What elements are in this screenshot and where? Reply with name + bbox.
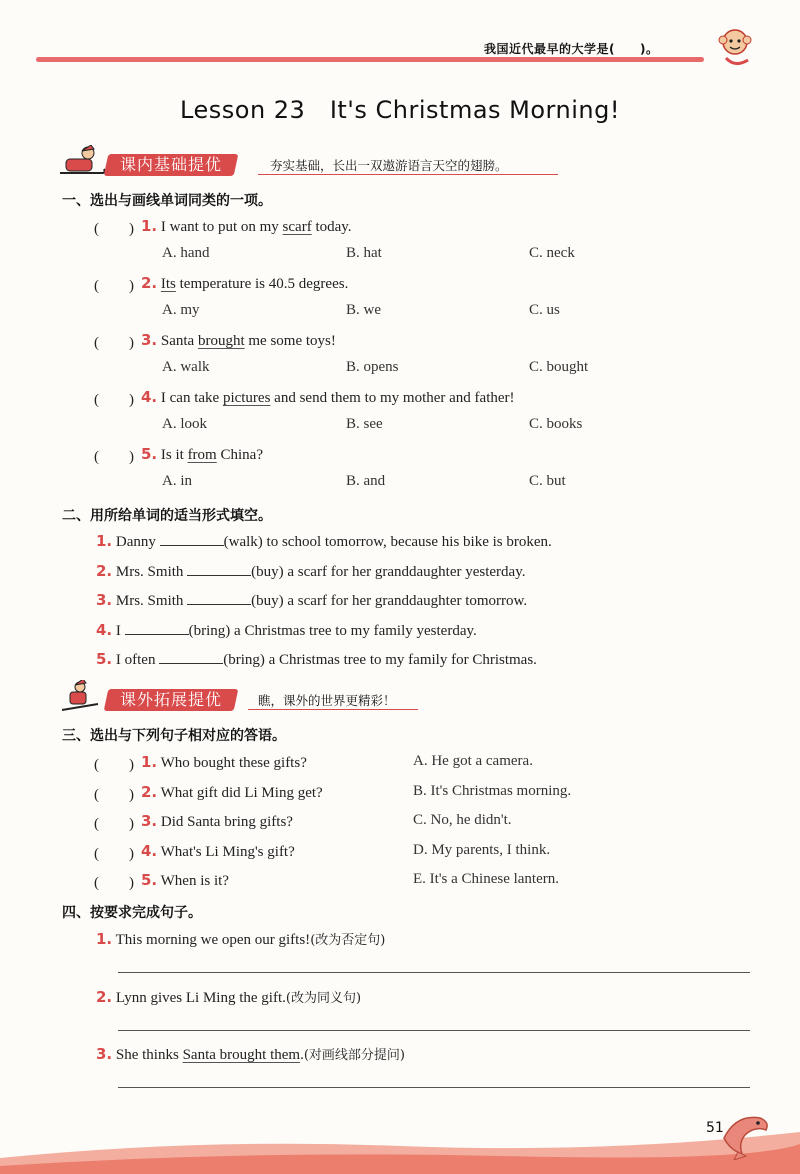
question-text: me some toys!: [244, 333, 336, 349]
question-text: Did Santa bring gifts?: [160, 814, 293, 830]
header-rule: [36, 57, 704, 62]
question-number: 1.: [141, 217, 158, 235]
question-number: 5.: [141, 871, 158, 889]
question-number: 3.: [96, 591, 113, 609]
underlined-word: Its: [160, 276, 176, 292]
instruction-hint: (对画线部分提问): [303, 1048, 405, 1063]
answer-blank[interactable]: [125, 622, 189, 635]
fill-blank-row: [96, 621, 477, 640]
underlined-word: scarf: [282, 219, 312, 235]
option-b: B. and: [346, 473, 386, 489]
answer-paren[interactable]: ( ): [94, 816, 134, 832]
question-text: (buy) a scarf for her granddaughter yesterday.: [251, 563, 526, 580]
question-text: (buy) a scarf for her granddaughter tomorrow.: [251, 593, 528, 609]
rewrite-row: [96, 1044, 405, 1064]
question-text: and send them to my mother and father!: [270, 390, 515, 406]
section-label-extend: 课外拓展提优: [104, 689, 239, 711]
question-number: 2.: [96, 987, 113, 1006]
option-c: C. but: [529, 473, 566, 489]
fill-blank-row: [96, 532, 552, 551]
question-text: She thinks: [115, 1047, 183, 1063]
slogan-underline: [248, 709, 418, 710]
underlined-word: brought: [197, 333, 245, 349]
page-number: 51: [706, 1120, 724, 1136]
answer-blank[interactable]: [187, 563, 251, 576]
answer-paren[interactable]: ( ): [94, 392, 134, 408]
answer-blank[interactable]: [159, 651, 223, 664]
instruction-hint: (改为否定句): [310, 933, 386, 948]
option-c: C. bought: [529, 359, 589, 375]
part4-heading: 四、按要求完成句子。: [62, 905, 202, 921]
footer-wave: [0, 1128, 800, 1174]
answer-paren[interactable]: ( ): [94, 278, 134, 294]
part2-heading: 二、用所给单词的适当形式填空。: [62, 508, 272, 524]
santa-sleigh-icon: [58, 145, 108, 179]
option-b: B. we: [346, 302, 381, 318]
question-text: Mrs. Smith: [115, 563, 188, 580]
question-number: 5.: [141, 445, 158, 463]
question-row: [141, 217, 352, 236]
question-number: 2.: [96, 561, 113, 580]
question-text: China?: [216, 447, 263, 463]
option-a: A. look: [162, 416, 207, 432]
answer-line[interactable]: [118, 1087, 750, 1088]
question-row: [141, 274, 348, 293]
question-text: today.: [311, 219, 352, 235]
question-text: Mrs. Smith: [115, 593, 188, 609]
question-text: This morning we open our gifts!: [115, 932, 311, 948]
question-text: When is it?: [160, 873, 229, 889]
option-b: B. see: [346, 416, 383, 432]
answer-option: E. It's a Chinese lantern.: [413, 871, 559, 887]
rewrite-row: [96, 929, 385, 949]
answer-option: D. My parents, I think.: [413, 841, 551, 858]
question-text: (bring) a Christmas tree to my family for Christmas.: [223, 652, 537, 668]
answer-option: C. No, he didn't.: [413, 812, 512, 828]
answer-paren[interactable]: ( ): [94, 786, 134, 803]
question-text: Lynn gives Li Ming the gift.: [115, 989, 286, 1006]
option-c: C. neck: [529, 245, 575, 261]
question-text: Is it: [160, 447, 188, 463]
question-row: [141, 445, 263, 464]
question-number: 4.: [141, 841, 158, 860]
answer-paren[interactable]: ( ): [94, 335, 134, 351]
section-slogan-basic: 夯实基础，长出一双遨游语言天空的翅膀。: [270, 158, 508, 173]
slogan-underline: [258, 174, 558, 175]
question-row: [141, 753, 307, 772]
question-row: [141, 812, 293, 831]
santa-skiing-icon: [58, 680, 108, 714]
dolphin-icon: [716, 1108, 774, 1160]
question-text: What gift did Li Ming get?: [160, 784, 323, 801]
answer-paren[interactable]: ( ): [94, 449, 134, 465]
question-row: [141, 388, 515, 407]
question-number: 1.: [141, 753, 158, 771]
answer-option: A. He got a camera.: [413, 753, 533, 769]
question-number: 4.: [141, 388, 158, 406]
underlined-word: pictures: [222, 390, 271, 406]
question-number: 2.: [141, 274, 158, 292]
option-a: A. hand: [162, 245, 210, 261]
answer-line[interactable]: [118, 1030, 750, 1031]
section-banner-extend: [58, 686, 428, 714]
fill-blank-row: [96, 591, 527, 610]
answer-line[interactable]: [118, 972, 750, 973]
question-row: [141, 331, 336, 350]
section-label-basic: 课内基础提优: [104, 154, 239, 176]
trivia-question: 我国近代最早的大学是( )。: [484, 42, 659, 56]
question-text: .: [300, 1047, 304, 1063]
rewrite-row: [96, 987, 361, 1007]
instruction-hint: (改为同义句): [285, 990, 362, 1006]
question-text: Santa: [160, 333, 198, 349]
option-a: A. in: [162, 473, 192, 489]
question-number: 2.: [141, 782, 158, 801]
question-number: 4.: [96, 620, 113, 639]
question-text: (walk) to school tomorrow, because his bike is broken.: [223, 534, 552, 550]
question-text: temperature is 40.5 degrees.: [175, 276, 349, 292]
answer-paren[interactable]: ( ): [94, 221, 134, 237]
answer-option: B. It's Christmas morning.: [413, 782, 572, 799]
option-c: C. books: [529, 416, 583, 432]
underlined-word: from: [187, 447, 217, 463]
question-number: 3.: [141, 331, 158, 349]
part3-heading: 三、选出与下列句子相对应的答语。: [62, 728, 286, 744]
monkey-mascot-icon: [712, 24, 758, 70]
question-text: I can take: [160, 390, 223, 406]
question-number: 1.: [96, 532, 113, 550]
question-text: Danny: [115, 534, 160, 550]
question-text: I: [115, 622, 125, 639]
option-b: B. opens: [346, 359, 399, 375]
part1-heading: 一、选出与画线单词同类的一项。: [62, 193, 272, 209]
question-text: (bring) a Christmas tree to my family yesterday.: [188, 622, 477, 639]
option-a: A. walk: [162, 359, 210, 375]
fill-blank-row: [96, 562, 525, 581]
option-b: B. hat: [346, 245, 382, 261]
question-text: I want to put on my: [160, 219, 283, 235]
question-number: 3.: [141, 812, 158, 830]
answer-paren[interactable]: ( ): [94, 875, 134, 891]
question-number: 1.: [96, 930, 113, 948]
question-row: [141, 783, 323, 802]
fill-blank-row: [96, 650, 537, 669]
question-number: 3.: [96, 1045, 113, 1063]
section-banner-basic: [58, 151, 558, 179]
question-text: Who bought these gifts?: [160, 755, 307, 771]
option-c: C. us: [529, 302, 560, 318]
underlined-phrase: Santa brought them: [182, 1047, 301, 1063]
answer-blank[interactable]: [160, 533, 224, 546]
lesson-title: Lesson 23 It's Christmas Morning!: [180, 96, 620, 124]
option-a: A. my: [162, 302, 200, 318]
question-row: [141, 871, 229, 890]
answer-blank[interactable]: [187, 592, 251, 605]
section-slogan-extend: 瞧，课外的世界更精彩！: [258, 693, 396, 708]
question-number: 5.: [96, 650, 113, 668]
question-text: I often: [115, 652, 160, 668]
question-text: What's Li Ming's gift?: [160, 843, 295, 860]
question-row: [141, 842, 295, 861]
answer-paren[interactable]: ( ): [94, 757, 134, 773]
answer-paren[interactable]: ( ): [94, 845, 134, 862]
